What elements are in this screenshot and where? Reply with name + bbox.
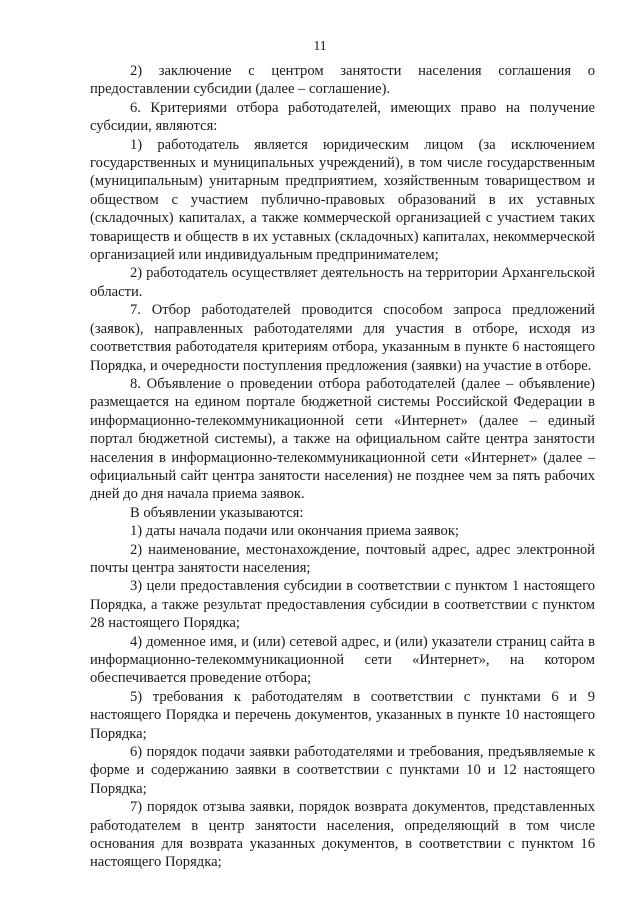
document-body (90, 62, 595, 872)
announcement-item-3: 3) цели предоставления субсидии в соответствии с пунктом 1 настоящего Порядка, а также результат предоставления субсидии в соответствии с пунктом 28 настоящего Порядка; (90, 578, 595, 632)
announcement-item-5: 5) требования к работодателям в соответствии с пунктами 6 и 9 настоящего Порядка и перечень документов, указанных в пункте 10 настоящего Порядка; (90, 688, 595, 742)
announcement-item-1: 1) даты начала подачи или окончания приема заявок; (130, 523, 459, 540)
page-number: 11 (313, 38, 327, 53)
paragraph-8-announcement: 8. Объявление о проведении отбора работодателей (далее – объявление) размещается на едином портале бюджетной системы Российской Федерации в информационно-телекоммуникационной сети «Интернет» (далее – единый портал бюджетной системы), а также на официальном сайте центра занятости населения в информационно-телекоммуникационной сети «Интернет» (далее – официальный сайт центра занятости населения) не позднее чем за пять рабочих дней до дня начала приема заявок. (90, 375, 595, 503)
paragraph-6-criteria: 6. Критериями отбора работодателей, имеющих право на получение субсидии, являются: (90, 99, 595, 135)
paragraph-6-item-1: 1) работодатель является юридическим лицом (за исключением государственных и муниципальных учреждений), в том числе государственным (муниципальным) унитарным предприятием, хозяйственным товариществом и обществом с участием публично-правовых образований в их уставных (складочных) капиталах, а также коммерческой организацией с участием таких товариществ и обществ в их уставных (складочных) капиталах, некоммерческой организацией или индивидуальным предпринимателем; (90, 136, 595, 264)
announcement-item-4: 4) доменное имя, и (или) сетевой адрес, и (или) указатели страниц сайта в информационно-телекоммуникационной сети «Интернет», на котором обеспечивается проведение отбора; (90, 633, 595, 687)
paragraph-2-agreement: 2) заключение с центром занятости населения соглашения о предоставлении субсидии (далее – соглашение). (90, 63, 595, 98)
announcement-item-7: 7) порядок отзыва заявки, порядок возврата документов, представленных работодателем в центр занятости населения, определяющий в том числе основания для возврата указанных документов, в соответствии с пунктом 16 настоящего Порядка; (90, 799, 595, 871)
paragraph-6-item-2: 2) работодатель осуществляет деятельность на территории Архангельской области. (90, 265, 595, 300)
paragraph-7-selection: 7. Отбор работодателей проводится способом запроса предложений (заявок), направленных работодателями для участия в отборе, исходя из соответствия работодателя критериям отбора, указанным в пункте 6 настоящего Порядка, и очередности поступления предложения (заявки) на участие в отборе. (90, 302, 595, 374)
announcement-intro: В объявлении указываются: (130, 504, 304, 521)
announcement-item-6: 6) порядок подачи заявки работодателями и требования, предъявляемые к форме и содержанию заявки в соответствии с пунктами 10 и 12 настоящего Порядка; (90, 744, 595, 797)
announcement-item-2: 2) наименование, местонахождение, почтовый адрес, адрес электронной почты центра занятости населения; (90, 541, 595, 576)
